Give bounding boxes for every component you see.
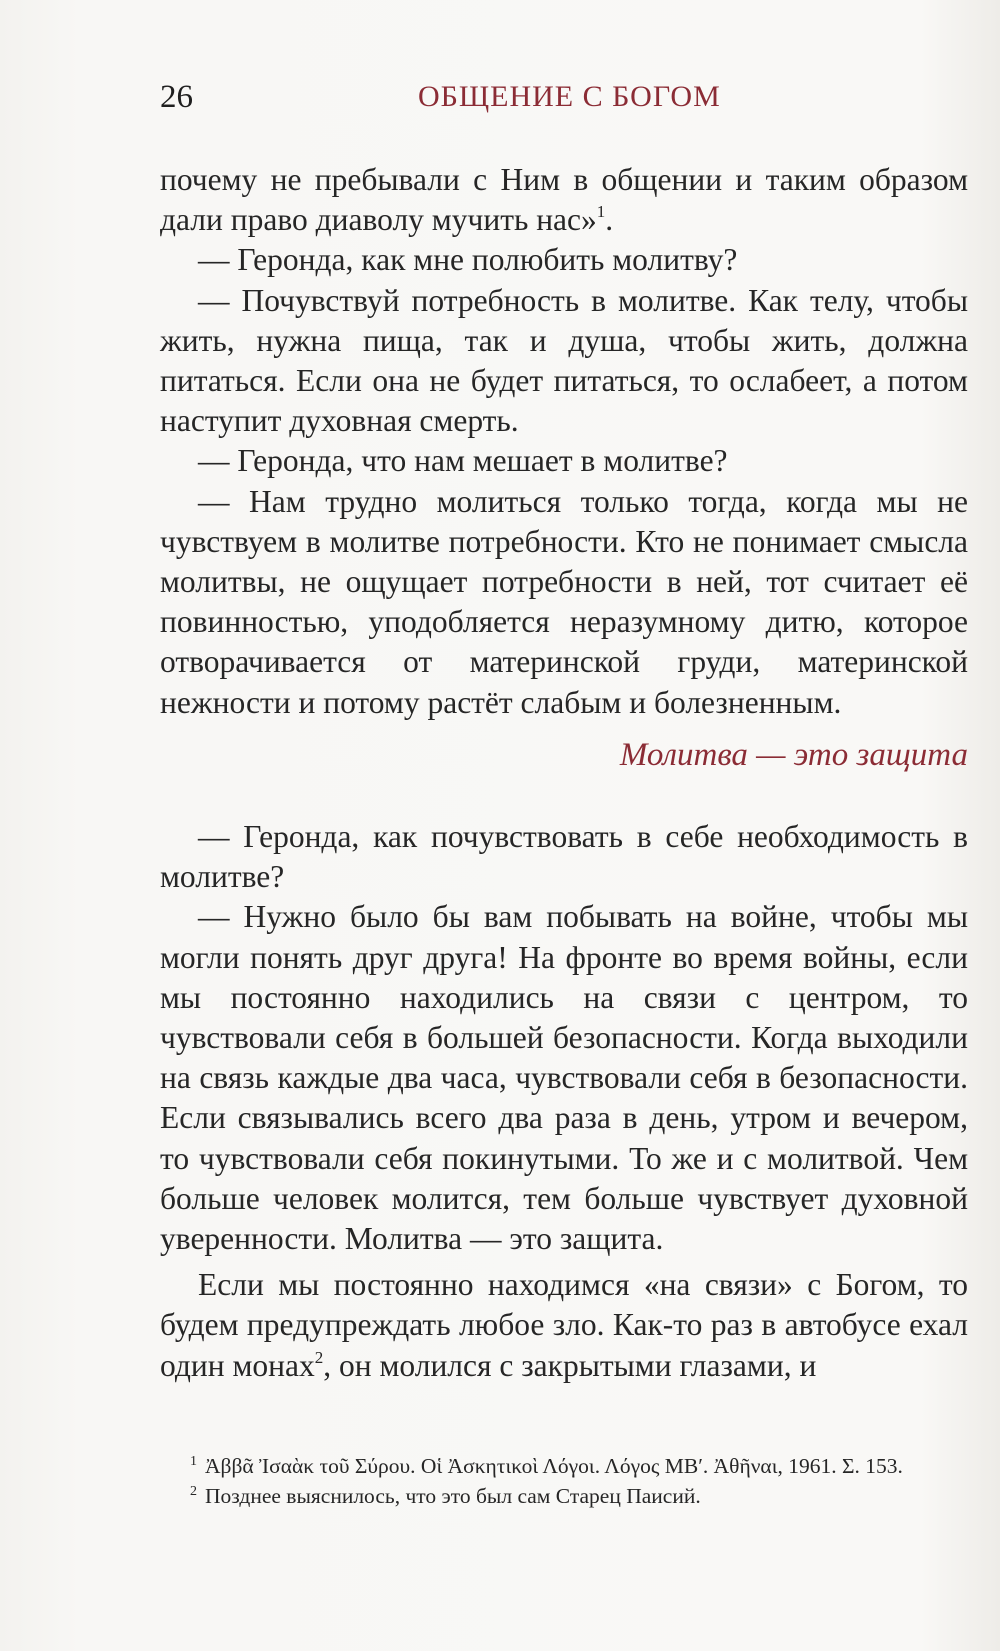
footnote-text: Позднее выяснилось, что это был сам Старец Паисий. (205, 1484, 701, 1508)
section-heading: Молитва — это защита (619, 737, 968, 773)
paragraph: — Геронда, как почувствовать в себе необходимость в молитве? (160, 819, 968, 895)
paragraph: — Геронда, как мне полюбить молитву? (198, 242, 738, 278)
footnote-reference: 1 (596, 202, 606, 222)
footnote (160, 1451, 968, 1481)
paragraph-text-end: . (605, 202, 614, 238)
body-text-section-1 (160, 160, 968, 723)
footnote-reference: 2 (314, 1347, 324, 1367)
paragraph-text-end: , он молился с закрытыми глазами, и (323, 1347, 817, 1383)
paragraph: — Геронда, что нам мешает в молитве? (198, 443, 728, 479)
running-title: ОБЩЕНИЕ С БОГОМ (418, 80, 721, 113)
footnote-mark: 1 (190, 1454, 197, 1469)
paragraph: — Почувствуй потребность в молитве. Как телу, чтобы жить, нужна пища, так и душа, чтобы жить, должна питаться. Если она не будет питаться, то ослабеет, а потом наступит духовная смерть. (160, 282, 968, 439)
footnote-mark: 2 (190, 1484, 197, 1499)
page-number: 26 (160, 79, 193, 115)
footnotes (160, 1451, 968, 1511)
paragraph: — Нам трудно молиться только тогда, когда мы не чувствуем в молитве потребности. Кто не понимает смысла молитвы, не ощущает потребности в ней, тот считает её повинностью, уподобляется неразумному дитю, которое отворачивается от материнской груди, материнской нежности и потому растёт слабым и болезненным. (160, 483, 968, 720)
paragraph: — Нужно было бы вам побывать на войне, чтобы мы могли понять друг друга! На фронте во время войны, если мы постоянно находились на связи с центром, то чувствовали себя в большей безопасности. Когда выходили на связь каждые два часа, чувствовали себя в безопасности. Если связывались всего два раза в день, утром и вечером, то чувствовали себя покинутыми. То же и с молитвой. Чем больше человек молится, тем больше чувствует духовной уверенности. Молитва — это защита. (160, 899, 968, 1257)
footnote-text: Ἀββᾶ Ἰσαὰκ τοῦ Σύρου. Οἱ Ἀσκητικοὶ Λόγοι. Λόγος ΜΒʹ. Ἀθῆναι, 1961. Σ. 153. (205, 1454, 903, 1478)
paragraph-text: почему не пребывали с Ним в общении и таким образом дали право диаволу мучить нас» (160, 162, 968, 238)
page-header (160, 72, 968, 122)
body-text-section-2 (160, 817, 968, 1386)
paragraph-text: Если мы постоянно находимся «на связи» с Богом, то будем предупреждать любое зло. Как-то раз в автобусе ехал один монах (160, 1267, 968, 1383)
footnote (160, 1481, 968, 1511)
paragraph (160, 160, 968, 240)
paragraph (160, 1265, 968, 1386)
